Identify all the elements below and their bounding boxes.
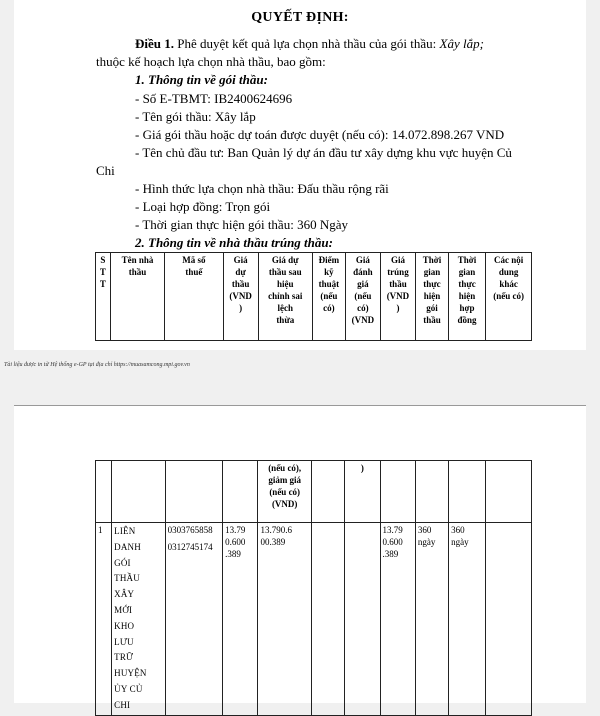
table-continued-header-row xyxy=(96,461,532,523)
cell-tax-codes xyxy=(165,523,223,716)
winner-table-continued xyxy=(95,460,532,716)
info-line: - Hình thức lựa chọn nhà thầu: Đấu thầu rộng rãi xyxy=(135,181,389,196)
tax-code: 0303765858 xyxy=(167,525,213,535)
table-row xyxy=(96,523,532,716)
header-cell: Mã số thuế xyxy=(165,253,223,341)
cell-other xyxy=(486,523,532,716)
cell-bidder-name: LIÊN DANH GÓI THẦU XÂY MỚI KHO LƯU TRỮ HUYỆN ỦY CỦ CHI xyxy=(112,523,165,716)
header-cell: Thời gian thực hiện hợp đồng xyxy=(448,253,485,341)
info-line: - Thời gian thực hiện gói thầu: 360 Ngày xyxy=(135,217,348,232)
tax-code: 0312745174 xyxy=(167,542,213,552)
header-cell: Giá dự thầu sau hiệu chỉnh sai lệch thừa xyxy=(258,253,312,341)
page-gap xyxy=(0,350,600,405)
cell-tech-score xyxy=(311,523,344,716)
article-1-line-2: thuộc kế hoạch lựa chọn nhà thầu, bao gồm: xyxy=(96,54,326,69)
info-line-wrap: Chi xyxy=(96,163,115,178)
header-cell: Thời gian thực hiện gói thầu xyxy=(415,253,448,341)
article-1-line xyxy=(135,36,484,52)
section-2-heading: 2. Thông tin về nhà thầu trúng thầu: xyxy=(135,235,333,250)
section-1-heading: 1. Thông tin về gói thầu: xyxy=(135,72,268,87)
cell-adjusted-price: 13.790.6 00.389 xyxy=(258,523,311,716)
article-text: Phê duyệt kết quả lựa chọn nhà thầu của gói thầu: xyxy=(174,36,440,51)
footer-note: Tài liệu được in từ Hệ thống e-GP tại địa chỉ https://muasamcong.mpi.gov.vn xyxy=(4,362,190,368)
header-cell: Tên nhà thầu xyxy=(110,253,164,341)
article-label: Điều 1. xyxy=(135,36,174,51)
cell-package-time: 360 ngày xyxy=(415,523,448,716)
cell-stt: 1 xyxy=(96,523,112,716)
header-cell: Giá dự thầu (VND ) xyxy=(223,253,258,341)
info-line: - Tên chủ đầu tư: Ban Quản lý dự án đầu tư xây dựng khu vực huyện Củ xyxy=(135,145,512,160)
cell-contract-time: 360 ngày xyxy=(449,523,486,716)
header-cell: Giá trúng thầu (VND ) xyxy=(380,253,415,341)
winner-table-header xyxy=(95,252,532,341)
table-header-row xyxy=(96,253,532,341)
info-line: - Giá gói thầu hoặc dự toán được duyệt (nếu có): 14.072.898.267 VND xyxy=(135,127,505,142)
cell-bid-price: 13.79 0.600 .389 xyxy=(223,523,258,716)
package-name-italic: Xây lắp; xyxy=(439,36,484,51)
decision-heading: QUYẾT ĐỊNH: xyxy=(251,10,349,25)
info-line: - Loại hợp đồng: Trọn gói xyxy=(135,199,271,214)
cell-eval-price xyxy=(345,523,380,716)
info-line: - Tên gói thầu: Xây lắp xyxy=(135,109,256,124)
header-cell-continued: (nếu có), giảm giá (nếu có) (VND) xyxy=(258,461,311,523)
header-cell-continued: ) xyxy=(345,461,380,523)
header-cell: Điểm kỹ thuật (nếu có) xyxy=(312,253,345,341)
header-cell: Các nội dung khác (nếu có) xyxy=(486,253,532,341)
info-line: - Số E-TBMT: IB2400624696 xyxy=(135,91,293,106)
header-cell: Giá đánh giá (nếu có) (VND xyxy=(345,253,380,341)
header-cell: S T T xyxy=(96,253,111,341)
cell-winning-price: 13.79 0.600 .389 xyxy=(380,523,415,716)
